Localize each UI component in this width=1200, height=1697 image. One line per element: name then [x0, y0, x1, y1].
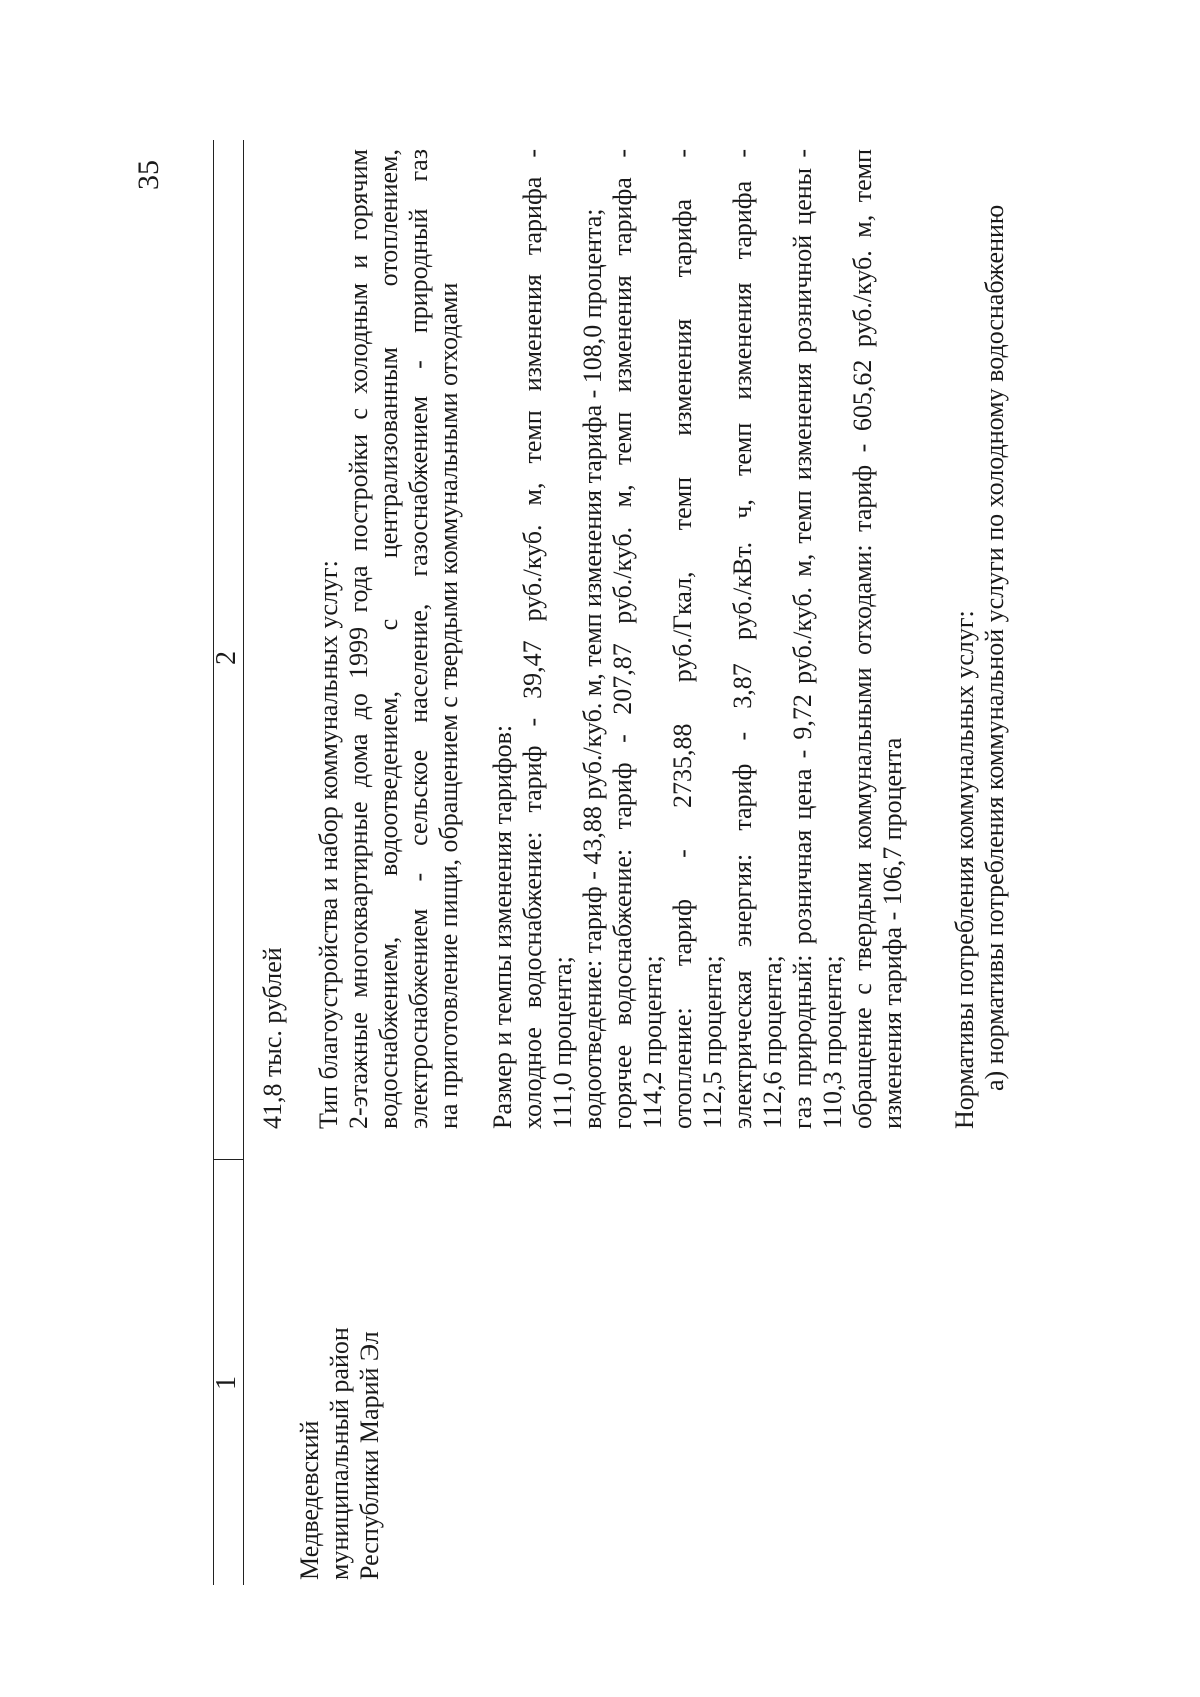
municipality-line: Медведевский — [295, 1420, 324, 1580]
tariff-line: водоотведение: тариф - 43,88 руб./куб. м, темп изменения тарифа - 108,0 процента; — [578, 208, 607, 1129]
housing-line: на приготовление пищи, обращением с твердыми коммунальными отходами — [434, 282, 463, 1129]
tariff-line: изменения тарифа - 106,7 процента — [878, 737, 907, 1129]
municipality-name — [295, 1185, 385, 1580]
tariff-line: 110,3 процента; — [818, 955, 847, 1129]
tariff-line: горячее водоснабжение: тариф - 207,87 руб./куб. м, темп изменения тарифа - — [608, 149, 637, 1129]
table-header-border — [243, 140, 244, 1585]
details-column — [258, 149, 1010, 1129]
norms-line: а) нормативы потребления коммунальной услуги по холодному водоснабжению — [980, 204, 1009, 1091]
tariff-line: газ природный: розничная цена - 9,72 руб./куб. м, темп изменения розничной цены - — [788, 149, 817, 1129]
tariff-line: 112,6 процента; — [758, 955, 787, 1129]
amount-value: 41,8 тыс. рублей — [258, 947, 287, 1129]
tariff-line: обращение с твердыми коммунальными отходами: тариф - 605,62 руб./куб. м, темп — [848, 149, 877, 1129]
page-number: 35 — [132, 160, 165, 190]
tariff-line: 112,5 процента; — [698, 955, 727, 1129]
tariff-line: отопление: тариф - 2735,88 руб./Гкал, темп изменения тарифа - — [668, 149, 697, 1129]
column-header-2: 2 — [211, 651, 242, 665]
housing-line: электроснабжением - сельское население, газоснабжением - природный газ — [404, 149, 433, 1129]
tariff-line: 114,2 процента; — [638, 955, 667, 1129]
municipality-line: Республики Марий Эл — [355, 1331, 384, 1580]
table-column-divider — [213, 1159, 243, 1160]
norms-heading: Нормативы потребления коммунальных услуг: — [950, 610, 979, 1129]
municipality-line: муниципальный район — [325, 1327, 354, 1580]
column-header-1: 1 — [211, 1376, 242, 1390]
tariff-line: 111,0 процента; — [548, 956, 577, 1129]
tariffs-heading: Размер и темпы изменения тарифов: — [488, 724, 517, 1129]
housing-line: водоснабжением, водоотведением, с централизованным отоплением, — [374, 149, 403, 1129]
tariff-list — [518, 149, 908, 1129]
housing-heading: Тип благоустройства и набор коммунальных услуг: — [314, 560, 343, 1129]
housing-line: 2-этажные многоквартирные дома до 1999 года постройки с холодным и горячим — [344, 149, 373, 1129]
tariff-line: холодное водоснабжение: тариф - 39,47 руб./куб. м, темп изменения тарифа - — [518, 149, 547, 1129]
tariff-line: электрическая энергия: тариф - 3,87 руб./кВт. ч, темп изменения тарифа - — [728, 149, 757, 1129]
table-top-border — [213, 140, 214, 1585]
